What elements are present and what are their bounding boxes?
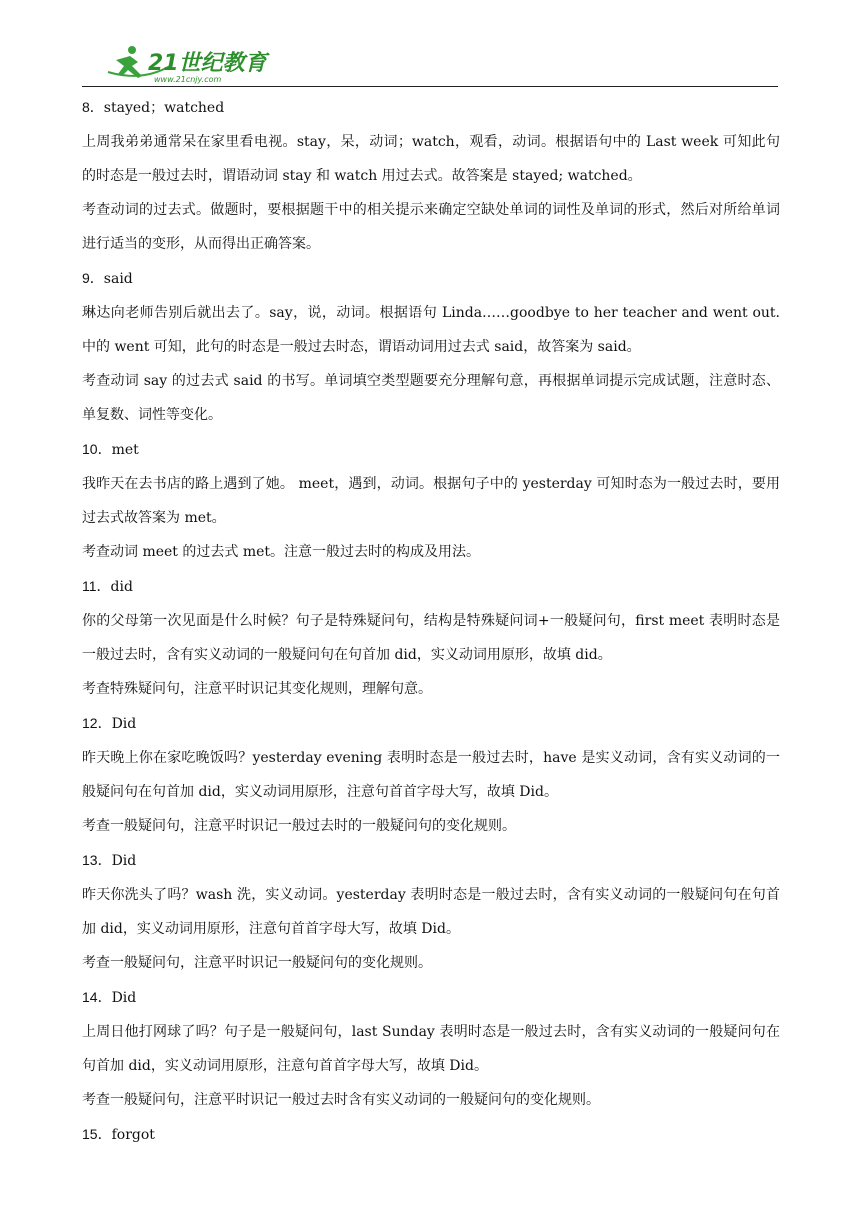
answer-heading	[82, 90, 780, 125]
explanation-paragraph: 上周日他打网球了吗？句子是一般疑问句，last Sunday 表明时态是一般过去时，含有实义动词的一般疑问句在句首加 did，实义动词用原形，注意句首首字母大写，故填 Did。	[82, 1024, 780, 1074]
question-number: 15	[82, 1126, 98, 1142]
note-paragraph: 考查动词的过去式。做题时，要根据题干中的相关提示来确定空缺处单词的词性及单词的形式，然后对所给单词进行适当的变形，从而得出正确答案。	[82, 202, 780, 252]
number-separator: ．	[97, 990, 112, 1006]
number-separator: ．	[89, 271, 104, 287]
answer-text: Did	[111, 716, 137, 732]
answer-heading	[82, 706, 780, 741]
explanation-paragraph: 我昨天在去书店的路上遇到了她。 meet，遇到，动词。根据句子中的 yesterday 可知时态为一般过去时，要用过去式故答案为 met。	[82, 476, 780, 526]
question-number: 14	[82, 989, 98, 1005]
number-separator: ．	[89, 100, 104, 116]
number-separator: ．	[97, 853, 112, 869]
number-separator: ．	[96, 579, 111, 595]
page-header	[82, 38, 778, 87]
explanation-paragraph: 你的父母第一次见面是什么时候？句子是特殊疑问句，结构是特殊疑问词+一般疑问句，first meet 表明时态是一般过去时，含有实义动词的一般疑问句在句首加 did，实义动词用原形，故填 did。	[82, 613, 780, 663]
explanation-paragraph: 琳达向老师告别后就出去了。say，说，动词。根据语句 Linda……goodbye to her teacher and went out. 中的 went 可知，此句的时态是一般过去时态，谓语动词用过去式 said，故答案为 said。	[82, 305, 780, 355]
question-number: 11	[82, 578, 97, 594]
answer-heading	[82, 980, 780, 1015]
note-paragraph: 考查一般疑问句，注意平时识记一般过去时的一般疑问句的变化规则。	[82, 818, 516, 834]
number-separator: ．	[97, 1127, 112, 1143]
answer-text: did	[110, 579, 133, 595]
answer-text: forgot	[111, 1127, 155, 1143]
note-paragraph: 考查动词 meet 的过去式 met。注意一般过去时的构成及用法。	[82, 544, 481, 560]
question-number: 13	[82, 852, 98, 868]
question-number: 12	[82, 715, 98, 731]
answer-content	[82, 90, 780, 1152]
answer-heading	[82, 261, 780, 296]
svg-text:www.21cnjy.com: www.21cnjy.com	[154, 75, 222, 84]
answer-text: Did	[111, 990, 137, 1006]
note-paragraph: 考查一般疑问句，注意平时识记一般疑问句的变化规则。	[82, 955, 432, 971]
answer-text: stayed；watched	[103, 100, 225, 116]
number-separator: ．	[97, 442, 112, 458]
answer-heading	[82, 1117, 780, 1152]
answer-text: said	[103, 271, 133, 287]
number-separator: ．	[97, 716, 112, 732]
note-paragraph: 考查动词 say 的过去式 said 的书写。单词填空类型题要充分理解句意，再根据单词提示完成试题，注意时态、单复数、词性等变化。	[82, 373, 780, 423]
question-number: 10	[82, 441, 98, 457]
answer-text: met	[111, 442, 139, 458]
answer-text: Did	[111, 853, 137, 869]
note-paragraph: 考查一般疑问句，注意平时识记一般过去时含有实义动词的一般疑问句的变化规则。	[82, 1092, 600, 1108]
question-number: 8	[82, 99, 90, 115]
21cnjy-logo	[102, 42, 282, 84]
question-number: 9	[82, 270, 90, 286]
explanation-paragraph: 昨天你洗头了吗？wash 洗，实义动词。yesterday 表明时态是一般过去时，含有实义动词的一般疑问句在句首加 did，实义动词用原形，注意句首首字母大写，故填 Did。	[82, 887, 780, 937]
answer-heading	[82, 843, 780, 878]
answer-heading	[82, 569, 780, 604]
explanation-paragraph: 上周我弟弟通常呆在家里看电视。stay，呆，动词；watch，观看，动词。根据语句中的 Last week 可知此句的时态是一般过去时，谓语动词 stay 和 watch 用过去式。故答案是 stayed; watched。	[82, 134, 780, 184]
explanation-paragraph: 昨天晚上你在家吃晚饭吗？yesterday evening 表明时态是一般过去时，have 是实义动词，含有实义动词的一般疑问句在句首加 did，实义动词用原形，注意句首首字母大写，故填 Did。	[82, 750, 780, 800]
note-paragraph: 考查特殊疑问句，注意平时识记其变化规则，理解句意。	[82, 681, 432, 697]
svg-text:21世纪教育: 21世纪教育	[148, 51, 267, 76]
answer-heading	[82, 432, 780, 467]
